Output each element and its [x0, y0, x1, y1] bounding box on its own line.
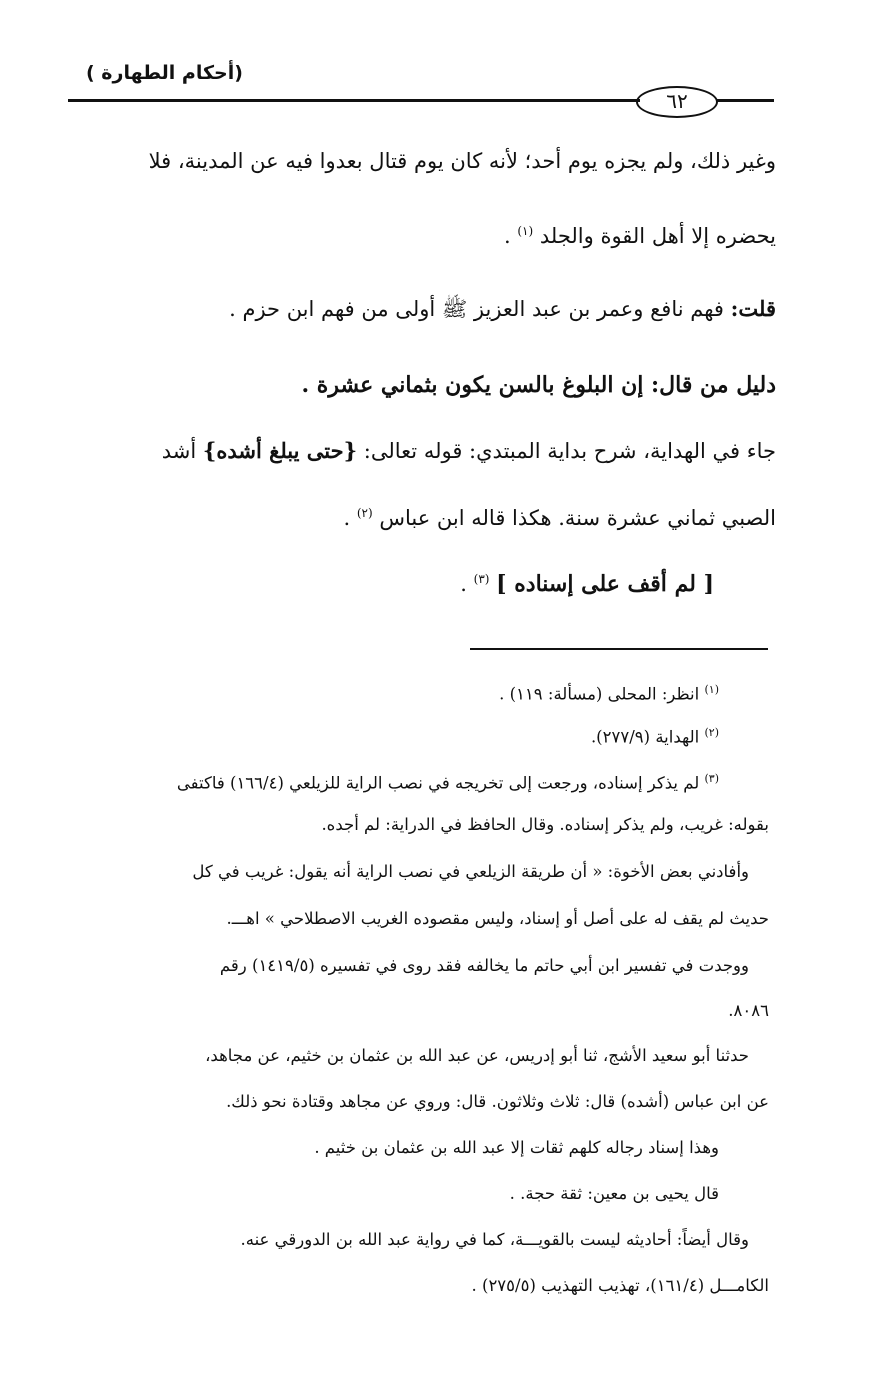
body-text: . — [460, 572, 467, 596]
editor-note — [74, 564, 714, 599]
footnote-text: انظر: المحلى (مسألة: ١١٩) . — [499, 684, 700, 704]
body-text: . — [503, 224, 511, 248]
footnote-number: (٣) — [704, 772, 719, 785]
header-rule — [68, 99, 640, 102]
footnote-number: (٢) — [704, 726, 719, 739]
quran-verse: {حتى يبلغ أشده} — [202, 438, 358, 463]
footnote-ref: (٣) — [473, 572, 490, 586]
qult-label: قلت: — [730, 296, 776, 321]
qult-text: فهم نافع وعمر بن عبد العزيز ﷺ أولى من فهم ابن حزم . — [229, 297, 731, 321]
footnote-text: لم يذكر إسناده، ورجعت إلى تخريجه في نصب الراية للزيلعي (١٦٦/٤) فاكتفى — [176, 773, 700, 793]
footnote-1 — [59, 678, 719, 707]
footnote-line: عن ابن عباس (أشده) قال: ثلاث وثلاثون. قال: وروي عن مجاهد وقتادة نحو ذلك. — [226, 1092, 769, 1111]
body-text: يحضره إلا أهل القوة والجلد — [539, 224, 776, 248]
body-text: أشد — [161, 439, 203, 463]
footnote-2 — [59, 721, 719, 750]
footnote-ref: (١) — [517, 224, 534, 238]
body-line: وغير ذلك، ولم يجزه يوم أحد؛ لأنه كان يوم قتال بعدوا فيه عن المدينة، فلا — [148, 149, 776, 173]
editor-note-text: [ لم أقف على إسناده ] — [496, 571, 714, 597]
footnote-line: ٨٠٨٦. — [728, 1001, 769, 1020]
running-head: (أحكام الطهارة ) — [86, 62, 243, 84]
footnote-number: (١) — [704, 683, 719, 696]
qult-paragraph — [76, 294, 776, 324]
body-line — [76, 216, 776, 251]
footnote-line: وقال أيضاً: أحاديثه ليست بالقويـــة، كما في رواية عبد الله بن الدورقي عنه. — [240, 1230, 749, 1249]
header-rule-right — [716, 99, 774, 102]
footnote-3 — [79, 767, 719, 796]
footnote-line: حدثنا أبو سعيد الأشج، ثنا أبو إدريس، عن عبد الله بن عثمان بن خثيم، عن مجاهد، — [205, 1046, 749, 1065]
footnote-line: وأفادني بعض الأخوة: « أن طريقة الزيلعي في نصب الراية أنه يقول: غريب في كل — [192, 862, 749, 881]
body-line — [76, 498, 776, 533]
body-text: . — [343, 506, 351, 530]
page-number: ٦٢ — [636, 86, 718, 118]
footnote-line: ووجدت في تفسير ابن أبي حاتم ما يخالفه فقد روى في تفسيره (١٤١٩/٥) رقم — [219, 956, 749, 975]
body-line — [76, 436, 776, 466]
body-text: جاء في الهداية، شرح بداية المبتدي: قوله تعالى: — [357, 439, 776, 463]
footnote-separator — [470, 648, 768, 650]
footnote-line: قال يحيى بن معين: ثقة حجة. . — [509, 1184, 719, 1203]
footnote-text: الهداية (٢٧٧/٩). — [590, 727, 700, 747]
footnote-line: بقوله: غريب، ولم يذكر إسناده. وقال الحافظ في الدراية: لم أجده. — [321, 815, 769, 834]
footnote-line: حديث لم يقف له على أصل أو إسناد، وليس مقصوده الغريب الاصطلاحي » اهـــ. — [226, 909, 769, 928]
footnote-line: الكامـــل (١٦١/٤)، تهذيب التهذيب (٢٧٥/٥) . — [471, 1276, 769, 1295]
body-text: الصبي ثماني عشرة سنة. هكذا قاله ابن عباس — [379, 506, 776, 530]
footnote-line: وهذا إسناد رجاله كلهم ثقات إلا عبد الله بن عثمان بن خثيم . — [314, 1138, 719, 1157]
section-heading: دليل من قال: إن البلوغ بالسن يكون بثماني عشرة . — [301, 372, 776, 398]
footnote-ref: (٢) — [356, 506, 373, 520]
